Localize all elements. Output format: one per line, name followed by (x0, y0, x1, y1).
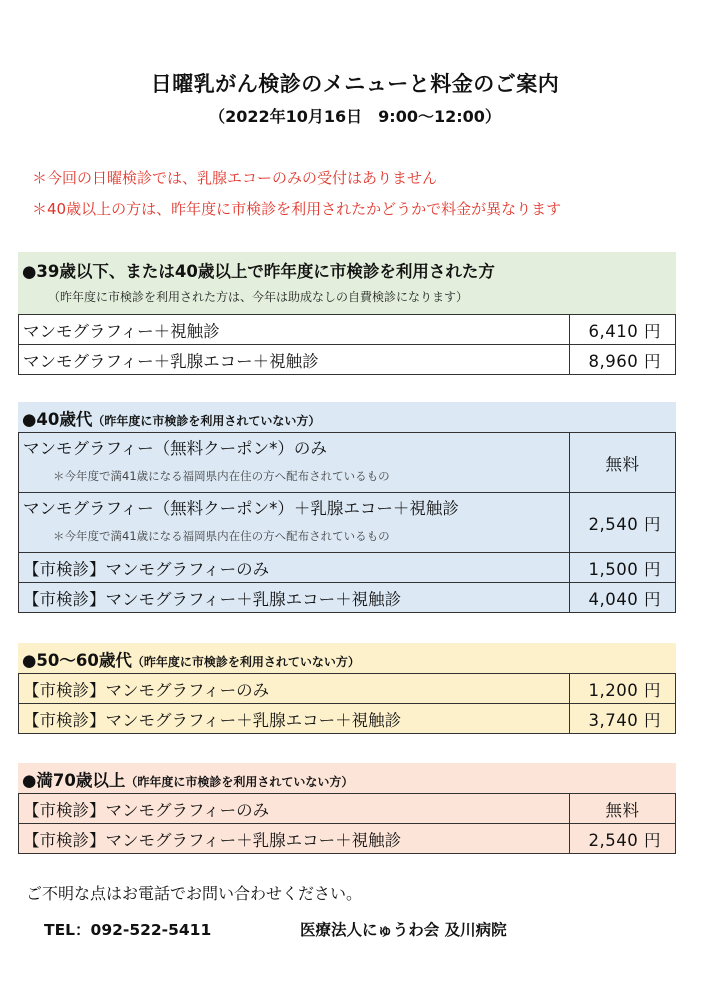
table-row (19, 583, 676, 613)
menu-item-note: ＊今年度で満41歳になる福岡県内在住の方へ配布されているもの (53, 469, 390, 483)
table-row (19, 824, 676, 854)
menu-item: 【市検診】マンモグラフィーのみ (19, 553, 570, 583)
table-row (19, 553, 676, 583)
section-under-39 (18, 252, 676, 375)
menu-item: 【市検診】マンモグラフィー＋乳腺エコー＋視触診 (19, 824, 570, 854)
section-subnote: （昨年度に市検診を利用されていない方） (92, 414, 321, 428)
section-subnote: （昨年度に市検診を利用されていない方） (131, 655, 360, 669)
table-row (19, 493, 676, 553)
menu-item (19, 433, 570, 493)
section-subnote: （昨年度に市検診を利用された方は、今年は助成なしの自費検診になります） (48, 290, 469, 304)
menu-item-label: マンモグラフィー（無料クーポン*）＋乳腺エコー＋視触診 (23, 499, 459, 518)
table-row (19, 315, 676, 345)
phone-number: TEL：092-522-5411 (44, 921, 212, 939)
menu-price: 2,540 円 (570, 824, 676, 854)
page-title: 日曜乳がん検診のメニューと料金のご案内 (150, 72, 560, 96)
menu-price: 1,200 円 (570, 674, 676, 704)
menu-price: 4,040 円 (570, 583, 676, 613)
table-row (19, 794, 676, 824)
menu-price: 2,540 円 (570, 493, 676, 553)
section-70-plus (18, 763, 676, 854)
menu-item: 【市検診】マンモグラフィー＋乳腺エコー＋視触診 (19, 583, 570, 613)
table-row (19, 704, 676, 734)
menu-item: マンモグラフィー＋視触診 (19, 315, 570, 345)
note-price-difference: ＊40歳以上の方は、昨年度に市検診を利用されたかどうかで料金が異なります (32, 200, 562, 218)
menu-price: 6,410 円 (570, 315, 676, 345)
menu-price: 3,740 円 (570, 704, 676, 734)
section-heading: ●39歳以下、または40歳以上で昨年度に市検診を利用された方 (22, 262, 495, 281)
table-row (19, 345, 676, 375)
menu-item: 【市検診】マンモグラフィーのみ (19, 674, 570, 704)
menu-price: 無料 (570, 433, 676, 493)
menu-item: 【市検診】マンモグラフィー＋乳腺エコー＋視触診 (19, 704, 570, 734)
menu-item: マンモグラフィー＋乳腺エコー＋視触診 (19, 345, 570, 375)
section-subnote: （昨年度に市検診を利用されていない方） (125, 775, 354, 789)
section-header (18, 643, 676, 673)
menu-item-note: ＊今年度で満41歳になる福岡県内在住の方へ配布されているもの (53, 529, 390, 543)
section-header (18, 763, 676, 793)
menu-price: 無料 (570, 794, 676, 824)
hospital-name: 医療法人にゅうわ会 及川病院 (300, 921, 507, 939)
menu-price: 1,500 円 (570, 553, 676, 583)
menu-item-label: マンモグラフィー（無料クーポン*）のみ (23, 439, 327, 458)
table-row (19, 433, 676, 493)
menu-price: 8,960 円 (570, 345, 676, 375)
section-heading: ●満70歳以上 (22, 771, 126, 790)
menu-item: 【市検診】マンモグラフィーのみ (19, 794, 570, 824)
price-table (18, 793, 676, 854)
section-40s (18, 402, 676, 613)
price-table (18, 432, 676, 613)
section-heading: ●50～60歳代 (22, 651, 132, 670)
note-no-echo-only: ＊今回の日曜検診では、乳腺エコーのみの受付はありません (32, 169, 438, 187)
table-row (19, 674, 676, 704)
price-table (18, 314, 676, 375)
section-header (18, 252, 676, 314)
section-50-60s (18, 643, 676, 734)
inquiry-text: ご不明な点はお電話でお問い合わせください。 (26, 884, 363, 903)
section-header (18, 402, 676, 432)
event-date-time: （2022年10月16日 9:00～12:00） (209, 107, 501, 126)
menu-item (19, 493, 570, 553)
section-heading: ●40歳代 (22, 410, 93, 429)
price-table (18, 673, 676, 734)
